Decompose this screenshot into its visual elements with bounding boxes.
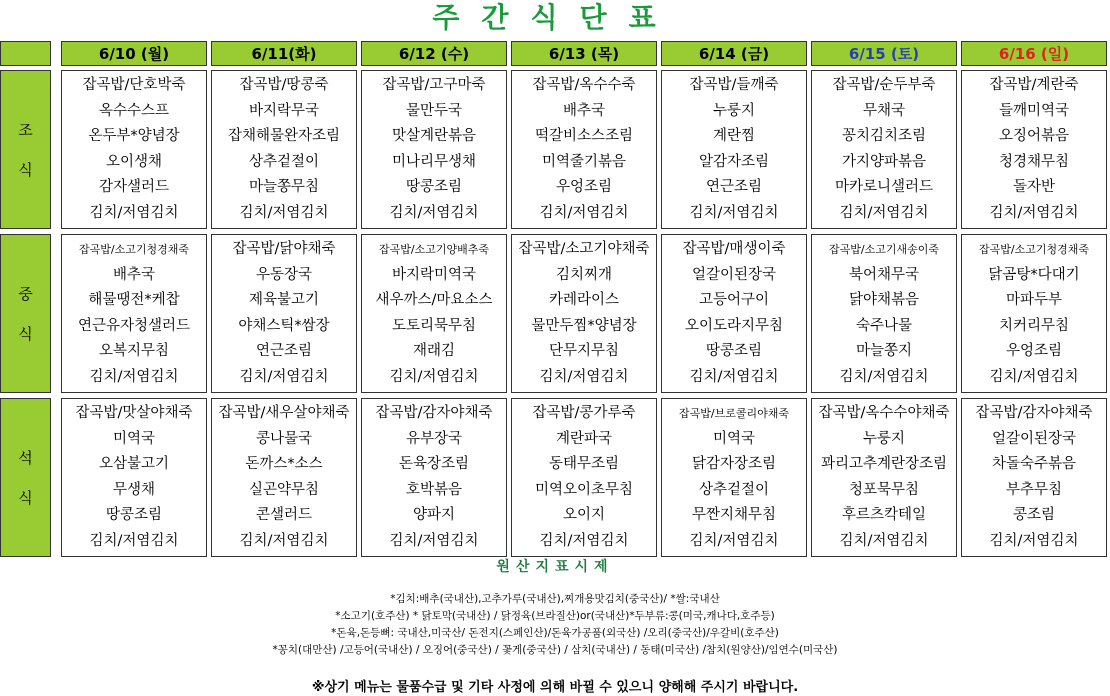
menu-item: 미역줄기볶음 — [541, 153, 627, 170]
menu-cell — [61, 70, 207, 229]
menu-item: 호박볶음 — [405, 481, 463, 498]
meal-label-char: 식 — [18, 325, 33, 344]
meal-label — [0, 70, 51, 229]
menu-item: 잡곡밥/소고기청경채죽 — [79, 243, 189, 256]
menu-item: 도토리묵무침 — [391, 317, 477, 334]
menu-item: 청포묵무침 — [848, 481, 920, 498]
menu-item: 미역국 — [712, 430, 756, 447]
menu-item: 동태무조림 — [548, 456, 620, 473]
menu-cell — [961, 398, 1107, 557]
menu-item: 우동장국 — [255, 266, 313, 283]
menu-item: 가지양파볶음 — [841, 153, 927, 170]
menu-item: 새우까스/마요소스 — [375, 292, 493, 309]
menu-cell — [661, 234, 807, 393]
menu-item: 바지락무국 — [248, 102, 320, 119]
menu-item: 미역오이초무침 — [534, 481, 634, 498]
menu-item: 잡곡밥/소고기야채죽 — [518, 241, 650, 257]
menu-item: 양파지 — [412, 507, 456, 524]
menu-item: 잡곡밥/새우살야채죽 — [218, 405, 350, 421]
menu-item: 잡채해물완자조림 — [227, 128, 341, 145]
menu-item: 오삼불고기 — [98, 456, 170, 473]
menu-item: 우엉조림 — [1005, 343, 1063, 360]
menu-item: 돈까스*소스 — [245, 456, 323, 473]
menu-item: 잡곡밥/계란죽 — [989, 77, 1079, 93]
day-header: 6/11(화) — [211, 41, 357, 66]
origin-line: *소고기(호주산) * 닭토막(국내산) / 닭정육(브라질산)or(국내산)*두부류:콩(미국,캐나다,호주등) — [335, 610, 775, 622]
menu-item: 알감자조림 — [698, 153, 770, 170]
menu-item: 오이도라지무침 — [684, 317, 784, 334]
menu-cell — [961, 234, 1107, 393]
origin-title: 원산지표시제 — [496, 559, 614, 575]
menu-cell — [811, 234, 957, 393]
menu-item: 제육불고기 — [248, 292, 320, 309]
menu-item: 콘샐러드 — [255, 507, 313, 524]
menu-item: 우엉조림 — [555, 179, 613, 196]
menu-item: 단무지무침 — [548, 343, 620, 360]
menu-item: 무생채 — [112, 481, 156, 498]
menu-cell — [61, 398, 207, 557]
menu-item: 땅콩조림 — [405, 179, 463, 196]
menu-item: 누룽지 — [712, 102, 756, 119]
meal-label — [0, 398, 51, 557]
menu-cell — [661, 398, 807, 557]
menu-cell — [361, 398, 507, 557]
menu-item: 연근조림 — [705, 179, 763, 196]
menu-item: 카레라이스 — [548, 292, 620, 309]
menu-item: 김치/저염김치 — [389, 532, 479, 549]
menu-item: 떡갈비소스조림 — [534, 128, 634, 145]
menu-item: 김치/저염김치 — [389, 204, 479, 221]
menu-item: 고등어구이 — [698, 292, 770, 309]
notice-text: ※상기 메뉴는 물품수급 및 기타 사정에 의해 바뀔 수 있으니 양해해 주시기 바랍니다. — [311, 680, 799, 695]
menu-item: 잡곡밥/소고기청경채죽 — [979, 243, 1089, 256]
menu-item: 연근유자청샐러드 — [77, 317, 191, 334]
menu-item: 김치/저염김치 — [839, 532, 929, 549]
day-header: 6/14 (금) — [661, 41, 807, 66]
menu-item: 오징어볶음 — [998, 128, 1070, 145]
menu-item: 잡곡밥/소고기새송이죽 — [829, 243, 939, 256]
menu-item: 무채국 — [862, 102, 906, 119]
menu-item: 물만두찜*양념장 — [531, 317, 637, 334]
menu-item: 마파두부 — [1005, 292, 1063, 309]
menu-item: 김치/저염김치 — [989, 204, 1079, 221]
menu-cell — [811, 398, 957, 557]
menu-item: 배추국 — [112, 266, 156, 283]
menu-cell — [211, 234, 357, 393]
menu-item: 맛살계란볶음 — [391, 128, 477, 145]
origin-line: *꽁치(대만산) /고등어(국내산) / 오징어(중국산) / 꽃게(중국산) / 삼치(국내산) / 동태(미국산) /참치(원양산)/임연수(미국산) — [272, 644, 838, 656]
menu-item: 잡곡밥/들깨죽 — [689, 77, 779, 93]
menu-item: 마늘쫑무침 — [248, 179, 320, 196]
menu-item: 북어채무국 — [848, 266, 920, 283]
menu-cell — [961, 70, 1107, 229]
menu-item: 김치/저염김치 — [239, 368, 329, 385]
menu-cell — [361, 70, 507, 229]
menu-cell — [811, 70, 957, 229]
menu-item: 잡곡밥/땅콩죽 — [239, 77, 329, 93]
menu-item: 잡곡밥/감자야채죽 — [375, 405, 493, 421]
menu-item: 해물땡전*케찹 — [88, 292, 180, 309]
menu-item: 물만두국 — [405, 102, 463, 119]
menu-item: 닭야채볶음 — [848, 292, 920, 309]
menu-cell — [61, 234, 207, 393]
menu-item: 계란찜 — [712, 128, 756, 145]
meal-label-char: 석 — [18, 448, 33, 467]
menu-item: 김치/저염김치 — [539, 204, 629, 221]
menu-item: 김치/저염김치 — [989, 368, 1079, 385]
menu-item: 상추겉절이 — [698, 481, 770, 498]
menu-item: 잡곡밥/고구마죽 — [382, 77, 486, 93]
menu-item: 오이생채 — [105, 153, 163, 170]
menu-item: 땅콩조림 — [105, 507, 163, 524]
menu-item: 미역국 — [112, 430, 156, 447]
menu-item: 옥수수스프 — [98, 102, 170, 119]
menu-item: 배추국 — [562, 102, 606, 119]
day-header: 6/10 (월) — [61, 41, 207, 66]
menu-item: 잡곡밥/옥수수죽 — [532, 77, 636, 93]
menu-item: 꽈리고추계란장조림 — [820, 456, 948, 473]
menu-item: 미나리무생채 — [391, 153, 477, 170]
menu-item: 바지락미역국 — [391, 266, 477, 283]
menu-item: 잡곡밥/옥수수야채죽 — [818, 405, 950, 421]
menu-item: 김치찌개 — [555, 266, 613, 283]
menu-cell — [661, 70, 807, 229]
day-header: 6/12 (수) — [361, 41, 507, 66]
day-header: 6/13 (목) — [511, 41, 657, 66]
menu-item: 잡곡밥/맛살야채죽 — [75, 405, 193, 421]
menu-item: 오이지 — [562, 507, 606, 524]
menu-item: 연근조림 — [255, 343, 313, 360]
menu-item: 김치/저염김치 — [239, 204, 329, 221]
meal-label-char: 조 — [18, 120, 33, 139]
menu-item: 김치/저염김치 — [239, 532, 329, 549]
menu-item: 온두부*양념장 — [88, 128, 180, 145]
menu-item: 김치/저염김치 — [839, 368, 929, 385]
meal-label-char: 식 — [18, 161, 33, 180]
meal-label — [0, 234, 51, 393]
menu-item: 야채스틱*쌈장 — [238, 317, 330, 334]
menu-cell — [511, 70, 657, 229]
menu-item: 상추겉절이 — [248, 153, 320, 170]
day-header: 6/15 (토) — [811, 41, 957, 66]
menu-item: 닭곰탕*다대기 — [988, 266, 1080, 283]
menu-item: 잡곡밥/브로콜리야채죽 — [679, 407, 789, 420]
origin-line: *돈육,돈등뼈: 국내산,미국산/ 돈전지(스페인산)/돈육가공품(외국산) /오리(중국산)/우갈비(호주산) — [331, 627, 779, 639]
menu-item: 숙주나물 — [855, 317, 913, 334]
menu-item: 김치/저염김치 — [539, 368, 629, 385]
menu-item: 콩조림 — [1012, 507, 1056, 524]
menu-item: 들깨미역국 — [998, 102, 1070, 119]
menu-item: 유부장국 — [405, 430, 463, 447]
menu-item: 오복지무침 — [98, 343, 170, 360]
menu-item: 실곤약무침 — [248, 481, 320, 498]
menu-item: 부추무침 — [1005, 481, 1063, 498]
menu-item: 꽁치김치조림 — [841, 128, 927, 145]
menu-item: 차돌숙주볶음 — [991, 456, 1077, 473]
corner-cell — [0, 41, 51, 66]
menu-item: 청경채무침 — [998, 153, 1070, 170]
page-title: 주간식단표 — [432, 1, 678, 34]
menu-item: 김치/저염김치 — [689, 532, 779, 549]
menu-item: 치커리무침 — [998, 317, 1070, 334]
menu-cell — [211, 70, 357, 229]
menu-cell — [211, 398, 357, 557]
menu-item: 잡곡밥/단호박죽 — [82, 77, 186, 93]
menu-item: 누룽지 — [862, 430, 906, 447]
menu-item: 마늘쫑지 — [855, 343, 913, 360]
menu-item: 후르츠칵테일 — [841, 507, 927, 524]
menu-cell — [511, 398, 657, 557]
menu-item: 잡곡밥/감자야채죽 — [975, 405, 1093, 421]
menu-item: 얼갈이된장국 — [991, 430, 1077, 447]
menu-item: 잡곡밥/닭야채죽 — [232, 241, 336, 257]
origin-line: *김치:배추(국내산),고추가루(국내산),찌개용맛김치(중국산)/ *쌀:국내산 — [390, 593, 720, 605]
menu-item: 무짠지채무침 — [691, 507, 777, 524]
menu-item: 돌자반 — [1012, 179, 1056, 196]
menu-item: 김치/저염김치 — [689, 368, 779, 385]
menu-item: 김치/저염김치 — [689, 204, 779, 221]
menu-item: 김치/저염김치 — [89, 204, 179, 221]
menu-item: 콩나물국 — [255, 430, 313, 447]
menu-item: 김치/저염김치 — [539, 532, 629, 549]
menu-item: 잡곡밥/소고기양배추죽 — [379, 243, 489, 256]
day-header: 6/16 (일) — [961, 41, 1107, 66]
menu-item: 김치/저염김치 — [839, 204, 929, 221]
menu-item: 김치/저염김치 — [89, 532, 179, 549]
menu-item: 계란파국 — [555, 430, 613, 447]
menu-cell — [511, 234, 657, 393]
menu-item: 잡곡밥/순두부죽 — [832, 77, 936, 93]
menu-item: 김치/저염김치 — [389, 368, 479, 385]
menu-item: 마카로니샐러드 — [834, 179, 934, 196]
menu-item: 닭감자장조림 — [691, 456, 777, 473]
menu-item: 김치/저염김치 — [89, 368, 179, 385]
menu-item: 잡곡밥/콩가루죽 — [532, 405, 636, 421]
menu-item: 감자샐러드 — [98, 179, 170, 196]
menu-item: 잡곡밥/매생이죽 — [682, 241, 786, 257]
menu-item: 재래김 — [412, 343, 456, 360]
menu-item: 돈육장조림 — [398, 456, 470, 473]
menu-item: 얼갈이된장국 — [691, 266, 777, 283]
meal-label-char: 식 — [18, 489, 33, 508]
menu-item: 땅콩조림 — [705, 343, 763, 360]
menu-item: 김치/저염김치 — [989, 532, 1079, 549]
menu-cell — [361, 234, 507, 393]
meal-label-char: 중 — [18, 284, 33, 303]
